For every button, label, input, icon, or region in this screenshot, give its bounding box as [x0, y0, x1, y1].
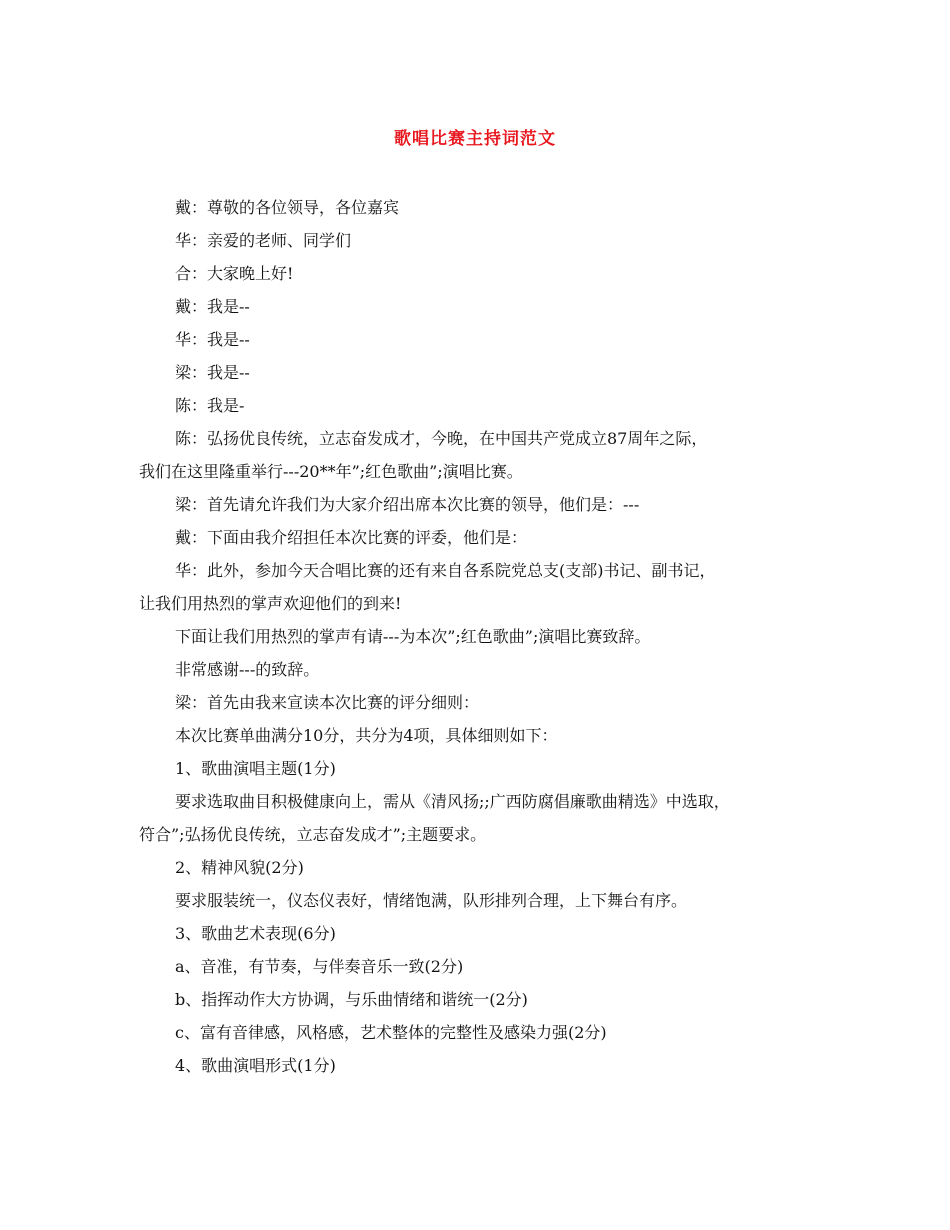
paragraph-line: 华：我是--: [175, 330, 250, 349]
paragraph-line: 4、歌曲演唱形式(1分): [175, 1056, 336, 1075]
paragraph-line: 3、歌曲艺术表现(6分): [175, 924, 336, 943]
paragraph-line: 梁：首先由我来宣读本次比赛的评分细则：: [175, 693, 480, 712]
paragraph-line: 非常感谢---的致辞。: [175, 660, 320, 679]
paragraph-line: 我们在这里隆重举行---20**年”;红色歌曲”;演唱比赛。: [139, 462, 523, 481]
paragraph-line: 陈：我是-: [175, 396, 245, 415]
paragraph-line: 要求服装统一，仪态仪表好，情绪饱满，队形排列合理，上下舞台有序。: [175, 891, 688, 910]
paragraph-line: 陈：弘扬优良传统，立志奋发成才，今晚，在中国共产党成立87周年之际，: [175, 429, 708, 448]
paragraph-line: b、指挥动作大方协调，与乐曲情绪和谐统一(2分): [175, 990, 528, 1009]
paragraph-line: 戴：下面由我介绍担任本次比赛的评委，他们是：: [175, 528, 528, 547]
document-title: 歌唱比赛主持词范文: [394, 129, 556, 149]
paragraph-line: a、音准，有节奏，与伴奏音乐一致(2分): [175, 957, 464, 976]
paragraph-line: 1、歌曲演唱主题(1分): [175, 759, 336, 778]
document-body: [139, 191, 839, 1082]
paragraph-line: 梁：首先请允许我们为大家介绍出席本次比赛的领导，他们是：---: [175, 495, 640, 514]
paragraph-line: 梁：我是--: [175, 363, 250, 382]
paragraph-line: 符合”;弘扬优良传统，立志奋发成才”;主题要求。: [139, 825, 487, 844]
paragraph-line: 华：此外，参加今天合唱比赛的还有来自各系院党总支(支部)书记、副书记，: [175, 561, 716, 580]
paragraph-line: 让我们用热烈的掌声欢迎他们的到来!: [139, 594, 402, 613]
paragraph-line: 要求选取曲目积极健康向上，需从《清风扬;;广西防腐倡廉歌曲精选》中选取，: [175, 792, 730, 811]
paragraph-line: 合：大家晚上好!: [175, 264, 294, 283]
paragraph-line: c、富有音律感，风格感，艺术整体的完整性及感染力强(2分): [175, 1023, 607, 1042]
paragraph-line: 华：亲爱的老师、同学们: [175, 231, 352, 250]
paragraph-line: 戴：我是--: [175, 297, 250, 316]
paragraph-line: 2、精神风貌(2分): [175, 858, 304, 877]
paragraph-line: 本次比赛单曲满分10分，共分为4项，具体细则如下：: [175, 726, 558, 745]
paragraph-line: 戴：尊敬的各位领导，各位嘉宾: [175, 198, 400, 217]
paragraph-line: 下面让我们用热烈的掌声有请---为本次”;红色歌曲”;演唱比赛致辞。: [175, 627, 651, 646]
